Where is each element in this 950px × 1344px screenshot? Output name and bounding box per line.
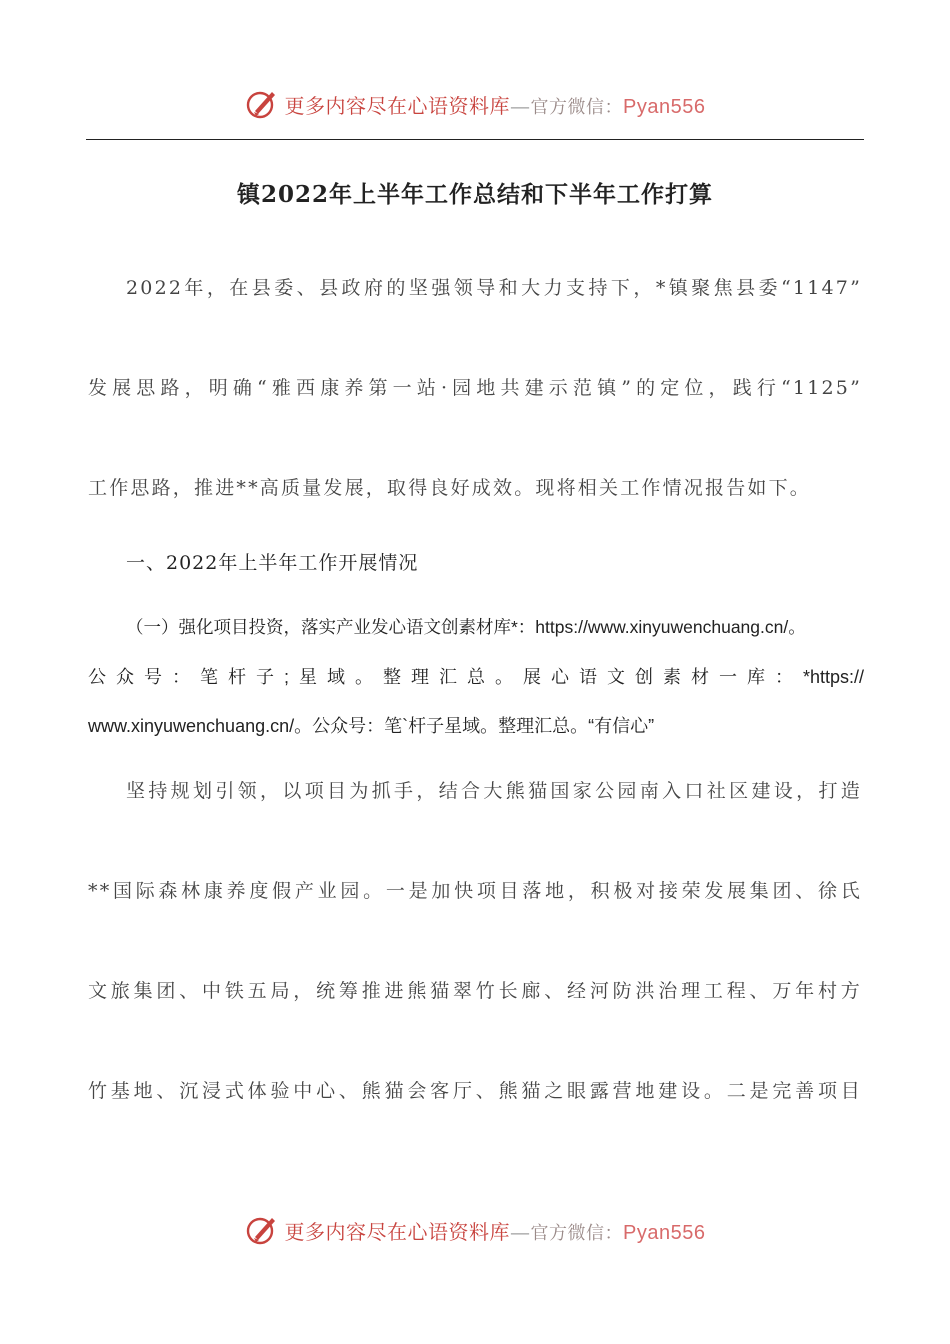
banner-separator: — (510, 93, 531, 118)
banner-main-text: 更多内容尽在心语资料库 (284, 1219, 511, 1244)
body-line-2: **国际森林康养度假产业园。一是加快项目落地，积极对接荣发展集团、徐氏 (88, 880, 862, 902)
footer-banner (0, 1208, 950, 1252)
section-heading-1: 一、2022年上半年工作开展情况 (126, 552, 419, 574)
intro-line-1: 2022年，在县委、县政府的坚强领导和大力支持下，*镇聚焦县委“1147” (126, 277, 862, 299)
header-rule (86, 139, 864, 140)
banner-wechat-label: 官方微信： (530, 96, 624, 118)
pen-circle-logo-icon (245, 87, 279, 121)
subsection-line-3: www.xinyuwenchuang.cn/。公众号：笔`杆子星域。整理汇总。“有信心” (88, 716, 655, 736)
body-line-1: 坚持规划引领，以项目为抓手，结合大熊猫国家公园南入口社区建设，打造 (126, 780, 862, 802)
header-banner (0, 82, 950, 126)
banner-wechat-id: Pyan556 (623, 1221, 706, 1244)
banner-main-text: 更多内容尽在心语资料库 (284, 93, 511, 118)
banner-text (285, 90, 706, 119)
body-line-3: 文旅集团、中铁五局，统筹推进熊猫翠竹长廊、经河防洪治理工程、万年村方 (88, 980, 862, 1002)
document-title: 镇2022年上半年工作总结和下半年工作打算 (236, 181, 713, 208)
subsection-line-2: 公众号：笔杆子;星域。整理汇总。展心语文创素材一库：*https:// (88, 667, 864, 687)
pen-circle-logo-icon (245, 1213, 279, 1247)
intro-line-3: 工作思路，推进**高质量发展，取得良好成效。现将相关工作情况报告如下。 (88, 477, 812, 499)
body-line-4: 竹基地、沉浸式体验中心、熊猫会客厅、熊猫之眼露营地建设。二是完善项目 (88, 1080, 862, 1102)
banner-separator: — (510, 1219, 531, 1244)
subsection-line-1: （一）强化项目投资，落实产业发心语文创素材库*：https://www.xinyuwenchuang.cn/。 (126, 617, 806, 637)
intro-line-2: 发展思路，明确“雅西康养第一站·园地共建示范镇”的定位，践行“1125” (88, 377, 862, 399)
banner-wechat-id: Pyan556 (623, 95, 706, 118)
banner-text (285, 1216, 706, 1245)
banner-wechat-label: 官方微信： (530, 1222, 624, 1244)
